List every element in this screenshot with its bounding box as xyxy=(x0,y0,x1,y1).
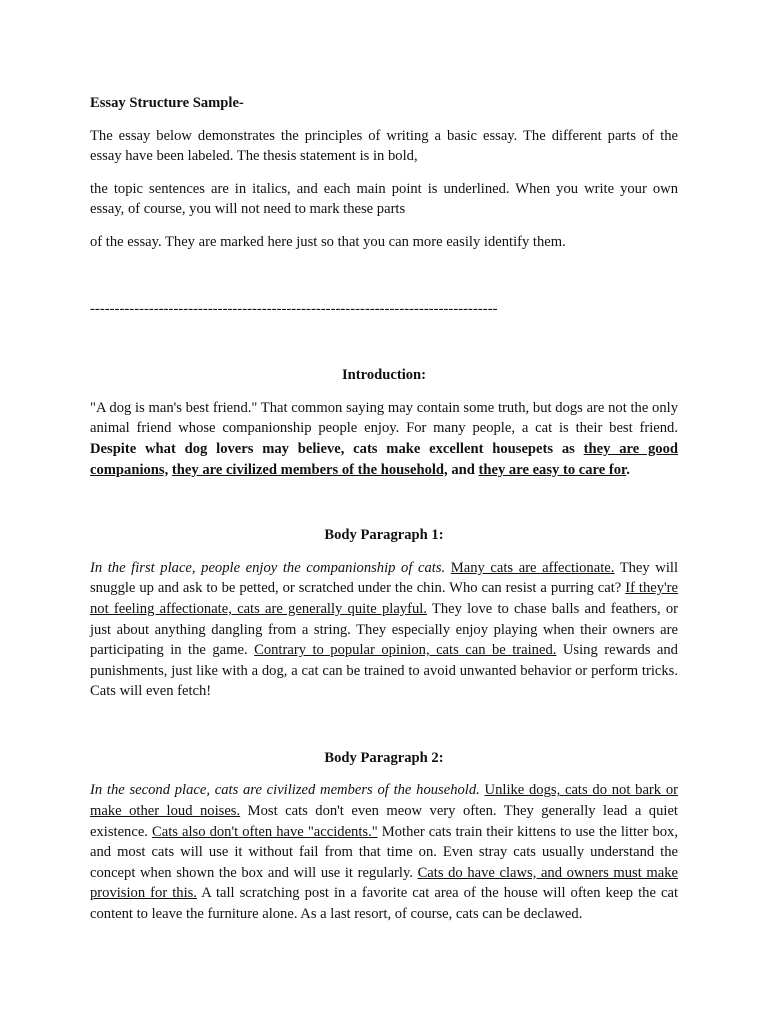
body-2-point-1: Unlike dogs, cats do not bark or make other loud noises. xyxy=(90,782,678,820)
body-paragraph-2 xyxy=(90,780,678,924)
document-title: Essay Structure Sample- xyxy=(90,95,244,111)
thesis-end: . xyxy=(626,461,630,478)
document-page xyxy=(90,93,678,925)
intro-paragraph-2: the topic sentences are in italics, and each main point is underlined. When you write your own essay, of course, you will not need to mark these parts xyxy=(90,180,678,218)
thesis-point-2: they are civilized members of the household, xyxy=(171,461,448,478)
body-1-text-3: Using rewards and punishments, just like with a dog, a cat can be trained to avoid unwanted behavior or perform tricks. Cats will even fetch! xyxy=(90,642,678,700)
introduction-text: "A dog is man's best friend." That common saying may contain some truth, but dogs are not the only animal friend whose companionship people enjoy. For many people, a cat is their best friend. xyxy=(90,399,678,437)
thesis-point-3: they are easy to care for xyxy=(478,461,627,478)
body-2-topic-sentence: In the second place, cats are civilized members of the household. xyxy=(90,782,480,799)
body-paragraph-2-heading: Body Paragraph 2: xyxy=(324,749,444,766)
body-paragraph-1 xyxy=(90,558,678,702)
body-1-point-2: If they're not feeling affectionate, cats are generally quite playful. xyxy=(90,580,678,617)
divider-line: ----------------------------------------------------------------------------------- xyxy=(90,300,498,317)
intro-paragraph-1: The essay below demonstrates the principles of writing a basic essay. The different parts of the essay have been labeled. The thesis statement is in bold, xyxy=(90,127,678,165)
body-2-text-2: Mother cats train their kittens to use the litter box, and most cats will use it without fail from that time on. Even stray cats usually understand the concept when shown the box and will use it regularly. xyxy=(90,823,678,881)
body-2-text-3: A tall scratching post in a favorite cat area of the house will often keep the cat content to leave the furniture alone. As a last resort, of course, cats can be declawed. xyxy=(90,885,678,923)
body-1-point-1: Many cats are affectionate. xyxy=(450,559,615,576)
thesis-start: Despite what dog lovers may believe, cats make excellent housepets as xyxy=(90,440,575,457)
body-1-text-1: They will snuggle up and ask to be petted, or scratched under the chin. Who can resist a purring cat? xyxy=(90,559,679,597)
introduction-paragraph xyxy=(90,398,678,480)
body-1-topic-sentence: In the first place, people enjoy the companionship of cats. xyxy=(90,559,446,576)
body-2-point-3: Cats do have claws, and owners must make provision for this. xyxy=(90,864,678,902)
body-2-text-1: Most cats don't even meow very often. They generally lead a quiet existence. xyxy=(90,803,678,840)
introduction-heading: Introduction: xyxy=(341,367,427,384)
body-1-point-3: Contrary to popular opinion, cats can be trained. xyxy=(254,642,557,659)
thesis-connector: and xyxy=(451,461,475,478)
body-paragraph-1-heading: Body Paragraph 1: xyxy=(324,527,444,544)
body-2-point-2: Cats also don't often have "accidents." xyxy=(152,823,378,840)
thesis-point-1: they are good companions, xyxy=(90,440,679,478)
intro-paragraph-3: of the essay. They are marked here just so that you can more easily identify them. xyxy=(90,233,566,250)
thesis-statement xyxy=(90,441,678,478)
body-1-text-2: They love to chase balls and feathers, or just about anything dangling from a string. They especially enjoy playing when their owners are participating in the game. xyxy=(90,600,678,659)
